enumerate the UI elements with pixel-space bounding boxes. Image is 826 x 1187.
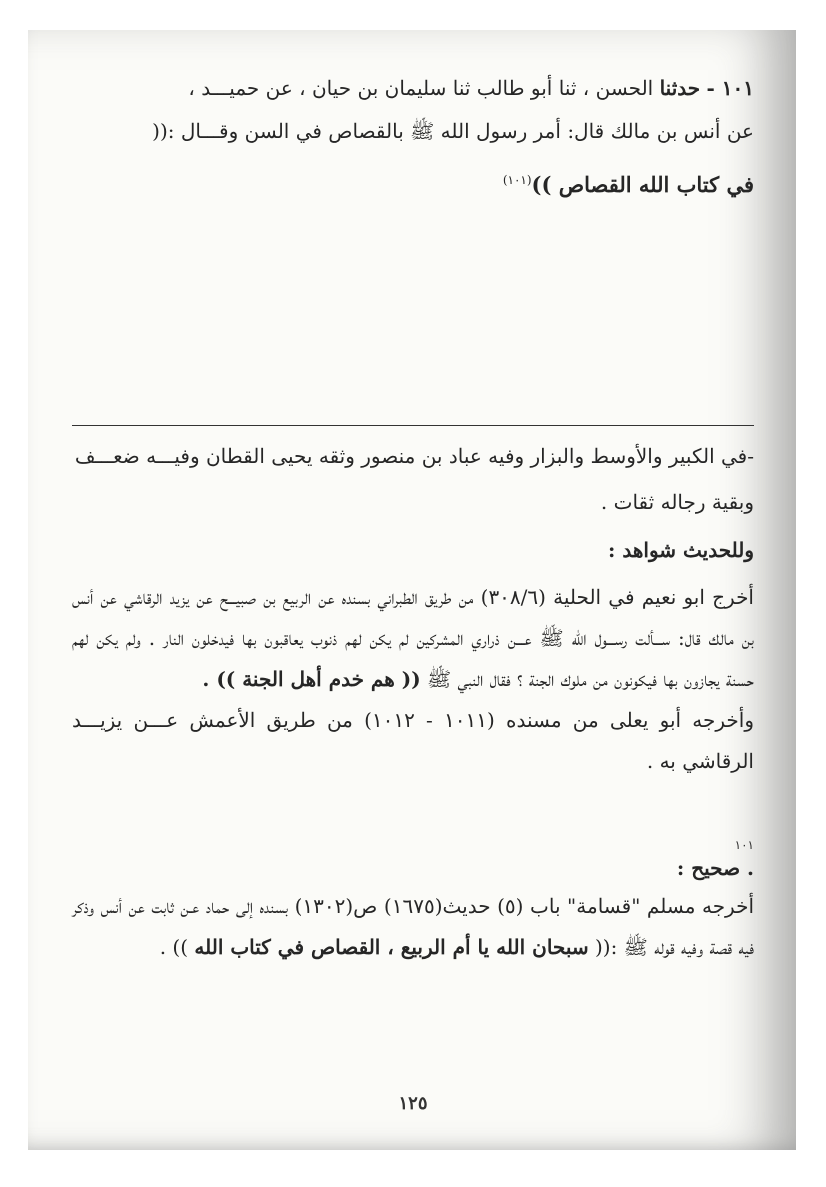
footnote-para-2: وأخرجه أبو يعلى من مسنده (١٠١١ - ١٠١٢) من طريق الأعمش عـــن يزيـــد الرقاشي به . [72,708,754,773]
hadith-lead: حدثنا [659,76,701,100]
page-number: ١٢٥ [398,1093,428,1114]
footnote-para-3-block [72,886,754,968]
hadith-line-3 [72,160,754,205]
hadith-line-3-text: في كتاب الله القصاص )) [531,172,754,197]
footnote-para-3 [72,886,754,968]
footnote-para-3-end: )) . [159,935,189,959]
hadith-line-1 [72,68,754,109]
footnote-para-1-text: أخرج ابو نعيم في الحلية (٣٠٨/٦) من طريق الطبراني بسنده عن الربيع بن صبيـــح عن يزيد الرقاشي عن أنس بن مالك قال: ســـألت رســـول الله ﷺ عـــن ذراري المشركين لم يكن لهم ذنوب يعاقبون بها فيدخلون النار . ولم يكن لهم حسنة يجازون بها فيكونون من ملوك الجنة ؟ فقال النبي ﷺ [72,585,754,691]
footnote-marker: (١٠١) [502,173,532,187]
sahih-label: . صحيح : [676,856,754,880]
footnote-paragraphs [72,577,754,782]
footnote-para-1-bold: (( هم خدم أهل الجنة )) . [202,667,421,691]
hadith-line-2: عن أنس بن مالك قال: أمر رسول الله ﷺ بالقصاص في السن وقـــال :(( [152,119,754,143]
footnote-divider [72,425,754,426]
footnote-para-1 [72,577,754,700]
witnesses-heading: وللحديث شواهد : [608,538,754,562]
footnote-para-3-text: أخرجه مسلم "قسامة" باب (٥) حديث(١٦٧٥) ص(١٣٠٢) بسنده إلى حماد عـن ثابت عن أنس وذكر فيه قصة وفيه قوله ﷺ :(( [72,894,755,959]
footnote-ref-number: ١٠١ [734,838,754,852]
hadith-number: ١٠١ - [706,76,754,100]
footnote-para-3-bold: سبحان الله يا أم الربيع ، القصاص في كتاب الله [194,935,589,959]
footnote-line-2: وبقية رجاله ثقات . [600,490,754,514]
footnote-line-1: -في الكبير والأوسط والبزار وفيه عباد بن منصور وثقه يحيى القطان وفيـــه ضعـــف [74,444,754,468]
hadith-line-1-text: الحسن ، ثنا أبو طالب ثنا سليمان بن حيان ، عن حميـــد ، [188,76,654,100]
